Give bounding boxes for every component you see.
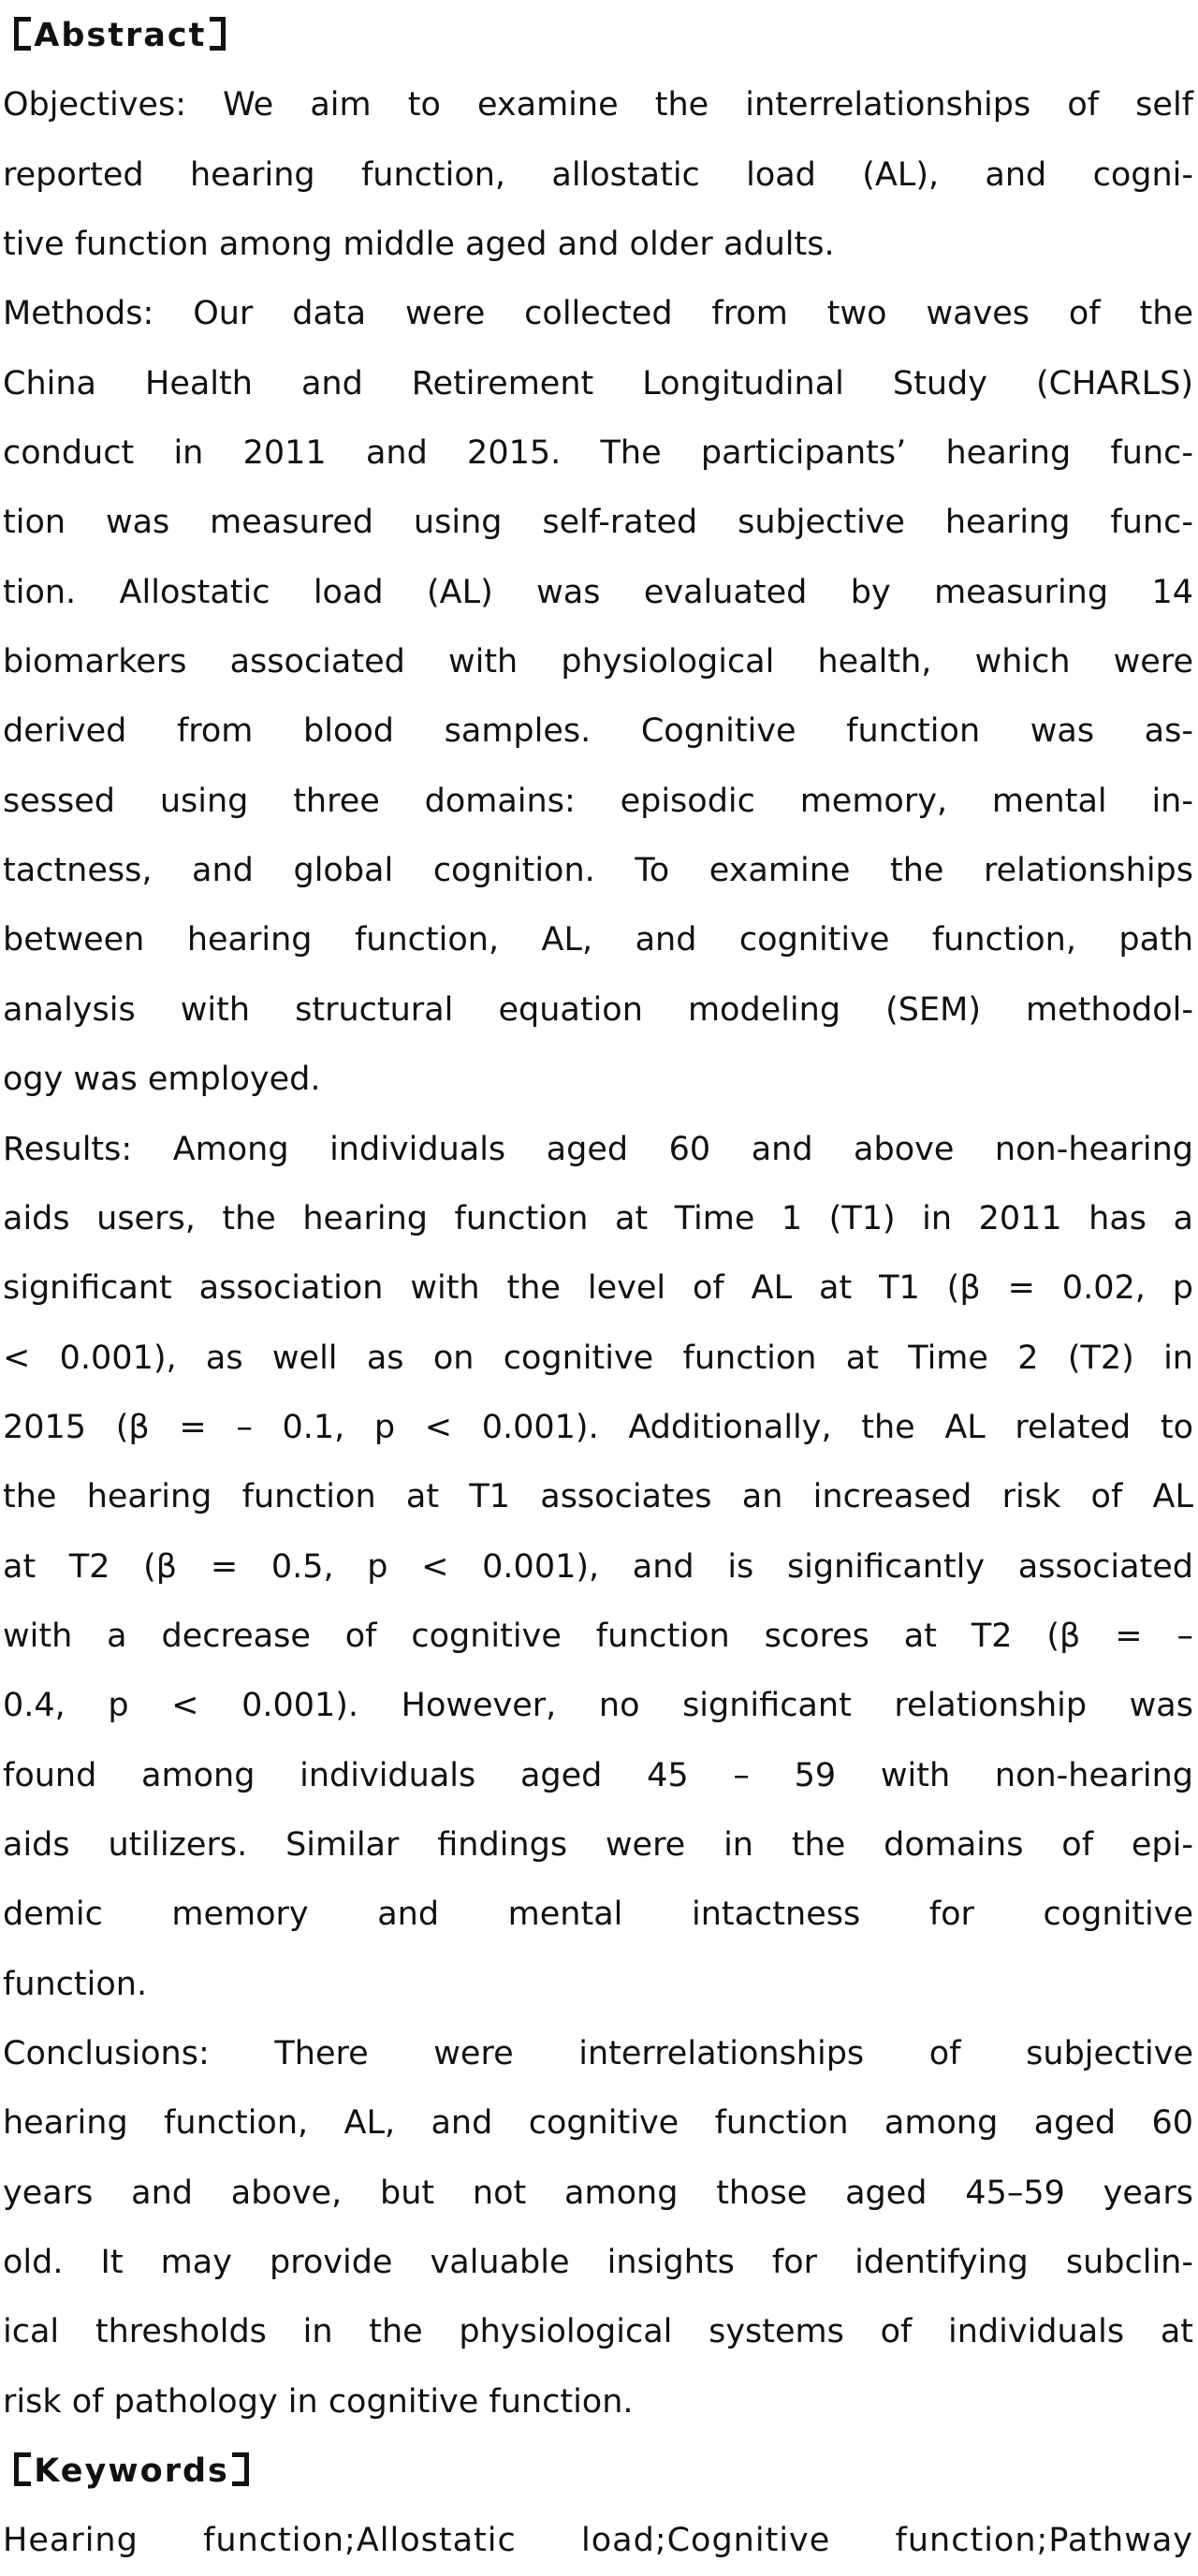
abstract-text-line: with a decrease of cognitive function scores at T2 (β = – [3, 1617, 1193, 1655]
section-heading-abstract [3, 1, 1193, 70]
abstract-text-line: biomarkers associated with physiological health, which were [3, 643, 1193, 681]
abstract-text-line: the hearing function at T1 associates an increased risk of AL [3, 1478, 1193, 1516]
abstract-text-line: China Health and Retirement Longitudinal Study (CHARLS) [3, 364, 1193, 402]
right-lenticular-bracket-icon [232, 2452, 249, 2486]
abstract-text-line: conduct in 2011 and 2015. The participants’ hearing func- [3, 434, 1193, 473]
abstract-text-line: tion. Allostatic load (AL) was evaluated by measuring 14 [3, 573, 1193, 611]
abstract-text-line: old. It may provide valuable insights for identifying subclin- [3, 2244, 1193, 2281]
abstract-text-line: between hearing function, AL, and cognitive function, path [3, 921, 1193, 959]
abstract-text-line: tactness, and global cognition. To examine the relationships [3, 852, 1193, 890]
abstract-text-line: hearing function, AL, and cognitive function among aged 60 [3, 2104, 1193, 2143]
left-lenticular-bracket-icon [14, 2452, 31, 2486]
abstract-text-line: derived from blood samples. Cognitive function was as- [3, 712, 1193, 751]
abstract-text-line: Methods: Our data were collected from two waves of the [3, 295, 1193, 333]
abstract-text-line: reported hearing function, allostatic load (AL), and cogni- [3, 155, 1193, 194]
abstract-text-line: years and above, but not among those aged 45–59 years [3, 2174, 1193, 2212]
left-lenticular-bracket-icon [14, 17, 31, 51]
abstract-text-line: < 0.001), as well as on cognitive function at Time 2 (T2) in [3, 1339, 1193, 1377]
right-lenticular-bracket-icon [210, 17, 226, 51]
abstract-text-line: at T2 (β = 0.5, p < 0.001), and is significantly associated [3, 1547, 1193, 1586]
abstract-text-line: 0.4, p < 0.001). However, no significant relationship was [3, 1687, 1193, 1725]
abstract-text-line: significant association with the level of AL at T1 (β = 0.02, p [3, 1269, 1193, 1308]
abstract-text-line: aids utilizers. Similar findings were in the domains of epi- [3, 1825, 1193, 1864]
abstract-text-line: 2015 (β = – 0.1, p < 0.001). Additionally, the AL related to [3, 1408, 1193, 1446]
abstract-text-line: tive function among middle aged and older adults. [3, 226, 835, 264]
abstract-text-line: found among individuals aged 45 – 59 with non-hearing [3, 1756, 1193, 1794]
abstract-text-line: function. [3, 1965, 148, 2003]
abstract-text-line: ogy was employed. [3, 1061, 321, 1099]
abstract-text-line: tion was measured using self-rated subjective hearing func- [3, 504, 1193, 542]
abstract-text-line: risk of pathology in cognitive function. [3, 2382, 634, 2421]
abstract-text-line: aids users, the hearing function at Time 1 (T1) in 2011 has a [3, 1199, 1193, 1237]
section-heading-label: Keywords [34, 2452, 229, 2491]
section-heading-keywords [3, 2437, 1193, 2506]
abstract-text-line: demic memory and mental intactness for cognitive [3, 1895, 1193, 1934]
abstract-text-line: Objectives: We aim to examine the interrelationships of self [3, 86, 1193, 124]
keywords-line: Hearing function;Allostatic load;Cognitive function;Pathway [3, 2522, 1193, 2560]
abstract-text-line: Conclusions: There were interrelationships of subjective [3, 2034, 1193, 2072]
abstract-text-line: ical thresholds in the physiological systems of individuals at [3, 2313, 1193, 2351]
abstract-text-line: sessed using three domains: episodic memory, mental in- [3, 782, 1193, 820]
abstract-text-line: analysis with structural equation modeling (SEM) methodol- [3, 990, 1193, 1029]
abstract-text-line: Results: Among individuals aged 60 and above non-hearing [3, 1130, 1193, 1168]
section-heading-label: Abstract [34, 17, 207, 54]
